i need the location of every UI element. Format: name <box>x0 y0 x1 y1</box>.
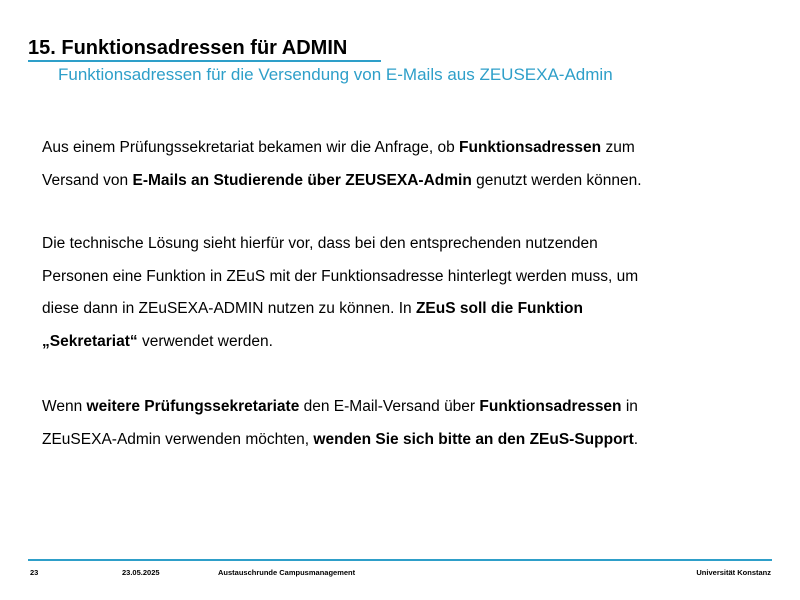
emphasis-text: wenden Sie sich bitte an den ZEuS-Support <box>313 430 634 448</box>
emphasis-text: ZEuS soll die Funktion <box>415 300 583 317</box>
emphasis-text: weitere Prüfungssekretariate <box>86 398 300 415</box>
paragraph-support <box>42 391 762 456</box>
page-number: 23 <box>30 568 39 577</box>
text-run: genutzt werden können. <box>471 171 642 189</box>
paragraph-line <box>42 391 762 424</box>
paragraph-line <box>42 293 762 326</box>
text-run: diese dann in ZEuSEXA-ADMIN nutzen zu können. In <box>42 300 416 317</box>
emphasis-text: Funktionsadressen <box>459 139 602 156</box>
footer-organization: Universität Konstanz <box>696 568 771 577</box>
text-run: zum <box>601 139 635 156</box>
text-run: Aus einem Prüfungssekretariat bekamen wir die Anfrage, ob <box>42 139 460 156</box>
slide-subtitle: Funktionsadressen für die Versendung von E-Mails aus ZEUSEXA-Admin <box>58 65 613 84</box>
slide-title: 15. Funktionsadressen für ADMIN <box>28 37 348 59</box>
paragraph-line: Die technische Lösung sieht hierfür vor, dass bei den entsprechenden nutzenden <box>42 235 598 252</box>
paragraph-solution <box>42 228 762 358</box>
paragraph-line: Personen eine Funktion in ZEuS mit der Funktionsadresse hinterlegt werden muss, um <box>42 267 639 285</box>
paragraph-line <box>42 326 762 359</box>
paragraph-line <box>42 424 762 457</box>
paragraph-line <box>42 165 762 198</box>
footer-divider <box>28 559 772 561</box>
paragraph-request <box>42 132 762 197</box>
text-run: . <box>633 430 639 448</box>
text-run: Versand von <box>42 171 133 189</box>
title-underline <box>28 60 381 62</box>
emphasis-text: „Sekretariat“ <box>42 332 138 350</box>
text-run: den E-Mail-Versand über <box>299 398 480 415</box>
text-run: verwendet werden. <box>137 332 273 350</box>
text-run: ZEuSEXA-Admin verwenden möchten, <box>42 430 314 448</box>
text-run: Wenn <box>42 398 87 415</box>
emphasis-text: E-Mails an Studierende über ZEUSEXA-Admin <box>132 171 472 189</box>
footer-date: 23.05.2025 <box>122 568 160 577</box>
paragraph-line <box>42 132 762 165</box>
emphasis-text: Funktionsadressen <box>479 398 622 415</box>
text-run: in <box>621 398 638 415</box>
footer-event-name: Austauschrunde Campusmanagement <box>218 568 356 577</box>
